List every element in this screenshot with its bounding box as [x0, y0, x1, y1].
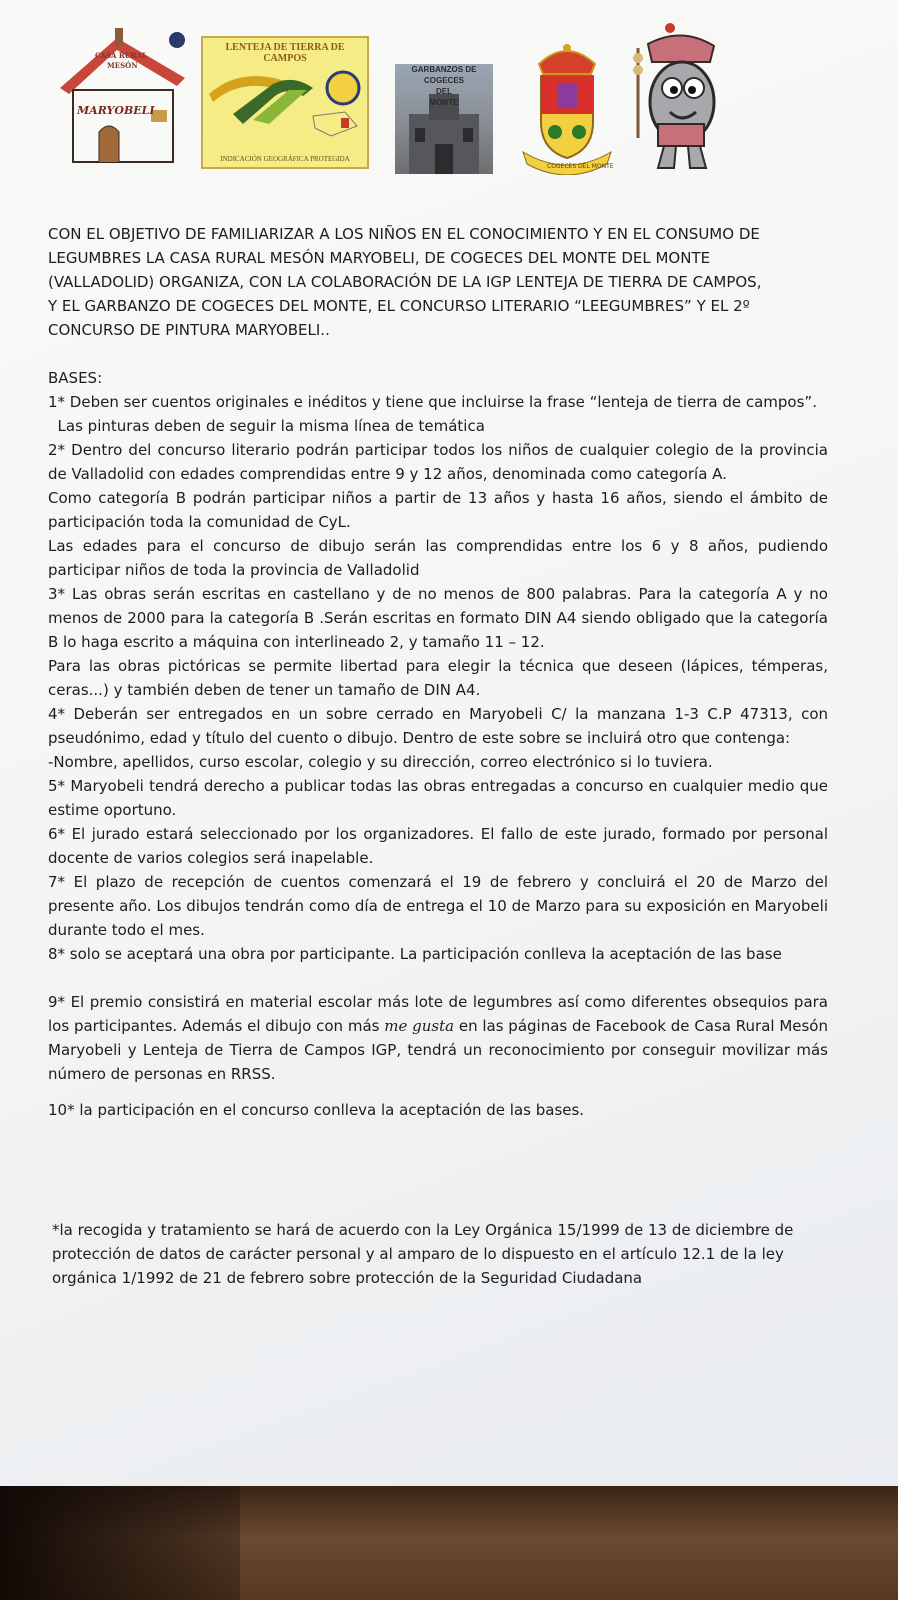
casa-rural-line1: CASA RURAL — [95, 51, 148, 60]
table-shadow — [0, 1486, 240, 1600]
base-1-note: Las pinturas deben de seguir la misma línea de temática — [48, 417, 485, 435]
document-body — [48, 222, 828, 1290]
base-7: 7* El plazo de recepción de cuentos comenzará el 19 de febrero y concluirá el 20 de Marzo del presente año. Los dibujos tendrán como día de entrega el 10 de Marzo para su exposición en Maryobeli durante todo el mes. — [48, 873, 828, 939]
logo-strip — [55, 18, 745, 178]
base-1: 1* Deben ser cuentos originales e inéditos y tiene que incluirse la frase “lenteja de tierra de campos”. — [48, 393, 817, 411]
casa-rural-name: MARYOBELI — [77, 104, 155, 117]
base-3-pictorial: Para las obras pictóricas se permite libertad para elegir la técnica que deseen (lápices, témperas, ceras...) y también deben de tener un tamaño de DIN A4. — [48, 657, 828, 699]
data-protection-footnote: *la recogida y tratamiento se hará de acuerdo con la Ley Orgánica 15/1999 de 13 de diciembre de protección de datos de carácter personal y al amparo de lo dispuesto en el artículo 12.1 de la ley orgánica 1/1992 de 21 de febrero sobre protección de la Seguridad Ciudadana — [52, 1221, 794, 1287]
base-9 — [48, 990, 828, 1086]
base-2-category-b: Como categoría B podrán participar niños a partir de 13 años y hasta 16 años, siendo el ámbito de participación toda la comunidad de CyL. — [48, 489, 828, 531]
base-5: 5* Maryobeli tendrá derecho a publicar todas las obras entregadas a concurso en cualquier medio que estime oportuno. — [48, 777, 828, 819]
intro-line: (VALLADOLID) ORGANIZA, CON LA COLABORACIÓN DE LA IGP LENTEJA DE TIERRA DE CAMPOS, — [48, 273, 762, 291]
base-9-text-end: en las páginas de Facebook de Casa Rural Mesón Maryobeli y Lenteja de Tierra de Campos IGP, tendrá un reconocimiento por conseguir movilizar más número de personas en RRSS. — [48, 1017, 828, 1083]
bases-heading: BASES: — [48, 369, 103, 387]
garbanzos-logo — [395, 64, 493, 174]
base-6: 6* El jurado estará seleccionado por los organizadores. El fallo de este jurado, formado por personal docente de varios colegios será inapelable. — [48, 825, 828, 867]
base-9-text: 9* El premio consistirá en material escolar más lote de legumbres así como diferentes obsequios para los participantes. Además el dibujo con más — [48, 993, 828, 1035]
base-8: 8* solo se aceptará una obra por participante. La participación conlleva la aceptación de las base — [48, 945, 782, 963]
base-2-drawing-ages: Las edades para el concurso de dibujo serán las comprendidas entre los 6 y 8 años, pudiendo participar niños de toda la provincia de Valladolid — [48, 537, 828, 579]
intro-paragraph — [48, 222, 828, 342]
base-10: 10* la participación en el concurso conlleva la aceptación de las bases. — [48, 1101, 585, 1119]
base-4: 4* Deberán ser entregados en un sobre cerrado en Maryobeli C/ la manzana 1-3 C.P 47313, con pseudónimo, edad y título del cuento o dibujo. Dentro de este sobre se incluirá otro que contenga: — [48, 705, 828, 747]
igp-footer: INDICACIÓN GEOGRÁFICA PROTEGIDA — [220, 155, 350, 163]
casa-rural-line2: MESÓN — [107, 61, 138, 70]
base-2: 2* Dentro del concurso literario podrán participar todos los niños de cualquier colegio de la provincia de Valladolid con edades comprendidas entre 9 y 12 años, denominada como categoría A. — [48, 441, 828, 483]
igp-title: LENTEJA DE TIERRA DE CAMPOS — [225, 42, 345, 64]
me-gusta-phrase: me gusta — [384, 1017, 455, 1035]
garbanzos-text: GARBANZOS DE COGECES DEL MONTE — [411, 65, 477, 107]
intro-line: Y EL GARBANZO DE COGECES DEL MONTE, EL CONCURSO LITERARIO “LEEGUMBRES” Y EL 2º — [48, 297, 750, 315]
intro-line: LEGUMBRES LA CASA RURAL MESÓN MARYOBELI, DE COGECES DEL MONTE DEL MONTE — [48, 249, 711, 267]
intro-line: CON EL OBJETIVO DE FAMILIARIZAR A LOS NIÑOS EN EL CONOCIMIENTO Y EN EL CONSUMO DE — [48, 225, 760, 243]
chickpea-mascot-logo — [630, 18, 730, 178]
coat-of-arms-logo — [517, 40, 617, 175]
igp-lenteja-logo — [201, 36, 369, 169]
intro-line: CONCURSO DE PINTURA MARYOBELI.. — [48, 321, 330, 339]
casa-rural-logo — [55, 28, 190, 168]
base-4-contents: -Nombre, apellidos, curso escolar, colegio y su dirección, correo electrónico si lo tuviera. — [48, 753, 713, 771]
shield-motto: COGECES DEL MONTE — [547, 163, 614, 170]
base-3: 3* Las obras serán escritas en castellano y de no menos de 800 palabras. Para la categoría A y no menos de 2000 para la categoría B .Serán escritas en formato DIN A4 siendo obligado que la categoría B lo haga escrito a máquina con interlineado 2, y tamaño 11 – 12. — [48, 585, 828, 651]
